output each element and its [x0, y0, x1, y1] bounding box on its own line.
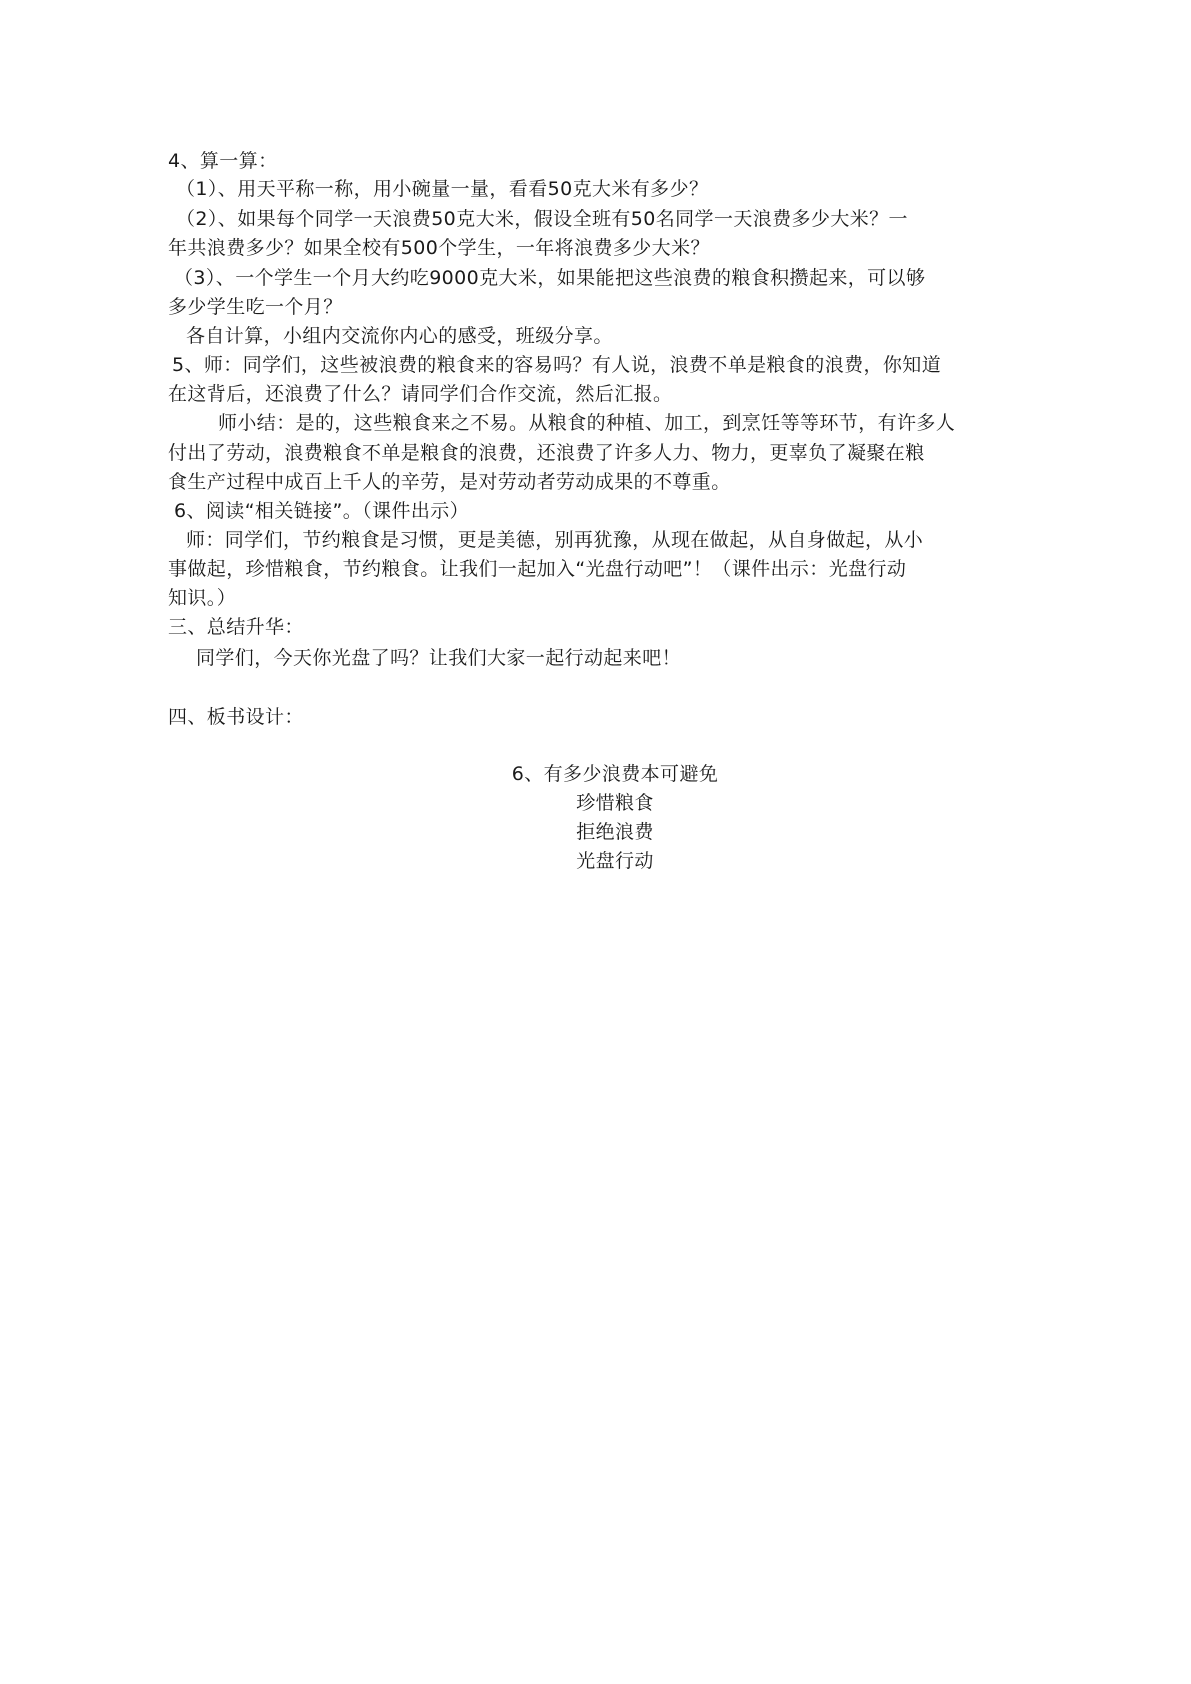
section4-note: 各自计算，小组内交流你内心的感受，班级分享。: [186, 325, 613, 347]
summary-heading: 三、总结升华：: [168, 616, 304, 638]
section6-line1: 师：同学们，节约粮食是习惯，更是美德，别再犹豫，从现在做起，从自身做起，从小: [186, 529, 924, 551]
section4-item2-line2: 年共浪费多少？如果全校有500个学生，一年将浪费多少大米？: [168, 237, 710, 259]
section5-summary-line1: 师小结：是的，这些粮食来之不易。从粮食的种植、加工，到烹饪等等环节，有许多人: [218, 412, 956, 434]
summary-text: 同学们，今天你光盘了吗？让我们大家一起行动起来吧！: [196, 647, 682, 669]
section4-item3-line1: （3）、一个学生一个月大约吃9000克大米，如果能把这些浪费的粮食积攒起来，可以够: [174, 267, 926, 289]
board-heading: 四、板书设计：: [168, 706, 304, 728]
section4-item1: （1）、用天平称一称，用小碗量一量，看看50克大米有多少？: [176, 178, 709, 200]
section5-summary-line3: 食生产过程中成百上千人的辛劳，是对劳动者劳动成果的不尊重。: [168, 471, 731, 493]
section5-line1: 5、师：同学们，这些被浪费的粮食来的容易吗？有人说，浪费不单是粮食的浪费，你知道: [172, 354, 942, 376]
board-title: 6、有多少浪费本可避免: [511, 763, 719, 785]
section4-item2-line1: （2）、如果每个同学一天浪费50克大米，假设全班有50名同学一天浪费多少大米？一: [176, 208, 908, 230]
section5-summary-line2: 付出了劳动，浪费粮食不单是粮食的浪费，还浪费了许多人力、物力，更辜负了凝聚在粮: [168, 442, 925, 464]
section4-heading: 4、算一算：: [168, 150, 278, 172]
section6-heading: 6、阅读“相关链接”。（课件出示）: [174, 500, 470, 522]
board-line-3: 光盘行动: [576, 850, 654, 872]
section6-line3: 知识。）: [168, 587, 237, 609]
board-line-2: 拒绝浪费: [576, 821, 654, 843]
section5-line2: 在这背后，还浪费了什么？请同学们合作交流，然后汇报。: [168, 383, 673, 405]
section4-item3-line2: 多少学生吃一个月？: [168, 296, 343, 318]
section6-line2: 事做起，珍惜粮食，节约粮食。让我们一起加入“光盘行动吧”！（课件出示：光盘行动: [168, 558, 907, 580]
board-line-1: 珍惜粮食: [576, 792, 654, 814]
